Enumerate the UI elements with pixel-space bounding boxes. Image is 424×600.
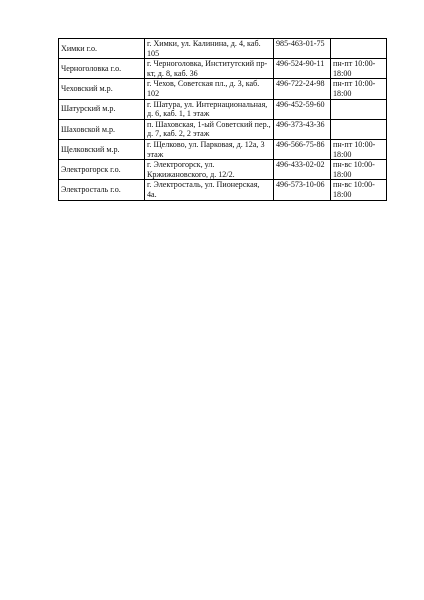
phone-cell: 496-566-75-86 [274, 139, 331, 159]
phone-cell: 496-573-10-06 [274, 180, 331, 200]
hours-cell: пн-вс 10:00-18:00 [331, 180, 387, 200]
hours-cell [331, 39, 387, 59]
office-name-cell: Электрогорск г.о. [59, 160, 145, 180]
table-row [59, 59, 387, 79]
address-cell: г. Шатура, ул. Интернациональная, д. 6, каб. 1, 1 этаж [145, 99, 274, 119]
phone-cell: 496-452-59-60 [274, 99, 331, 119]
table-row [59, 180, 387, 200]
offices-table [58, 38, 387, 201]
table-row [59, 79, 387, 99]
address-cell: г. Щелково, ул. Парковая, д. 12а, 3 этаж [145, 139, 274, 159]
phone-cell: 496-722-24-98 [274, 79, 331, 99]
address-cell: г. Черноголовка, Институтский пр-кт, д. 8, каб. 36 [145, 59, 274, 79]
table-row [59, 99, 387, 119]
table-row [59, 160, 387, 180]
hours-cell: пн-пт 10:00-18:00 [331, 79, 387, 99]
office-name-cell: Шатурский м.р. [59, 99, 145, 119]
address-cell: г. Чехов, Советская пл., д. 3, каб. 102 [145, 79, 274, 99]
table-row [59, 39, 387, 59]
address-cell: г. Электросталь, ул. Пионерская, 4а. [145, 180, 274, 200]
phone-cell: 985-463-01-75 [274, 39, 331, 59]
address-cell: г. Химки, ул. Калинина, д. 4, каб. 105 [145, 39, 274, 59]
office-name-cell: Химки г.о. [59, 39, 145, 59]
office-name-cell: Чеховский м.р. [59, 79, 145, 99]
hours-cell [331, 119, 387, 139]
office-name-cell: Электросталь г.о. [59, 180, 145, 200]
address-cell: г. Электрогорск, ул. Кржижановского, д. 12/2. [145, 160, 274, 180]
phone-cell: 496-524-90-11 [274, 59, 331, 79]
office-name-cell: Шаховской м.р. [59, 119, 145, 139]
table-row [59, 119, 387, 139]
phone-cell: 496-433-02-02 [274, 160, 331, 180]
hours-cell: пн-пт 10:00-18:00 [331, 59, 387, 79]
office-name-cell: Черноголовка г.о. [59, 59, 145, 79]
phone-cell: 496-373-43-36 [274, 119, 331, 139]
hours-cell [331, 99, 387, 119]
address-cell: п. Шаховская, 1-ый Советский пер., д. 7, каб. 2, 2 этаж [145, 119, 274, 139]
hours-cell: пн-пт 10:00-18:00 [331, 139, 387, 159]
office-name-cell: Щелковский м.р. [59, 139, 145, 159]
hours-cell: пн-вс 10:00-18:00 [331, 160, 387, 180]
table-row [59, 139, 387, 159]
